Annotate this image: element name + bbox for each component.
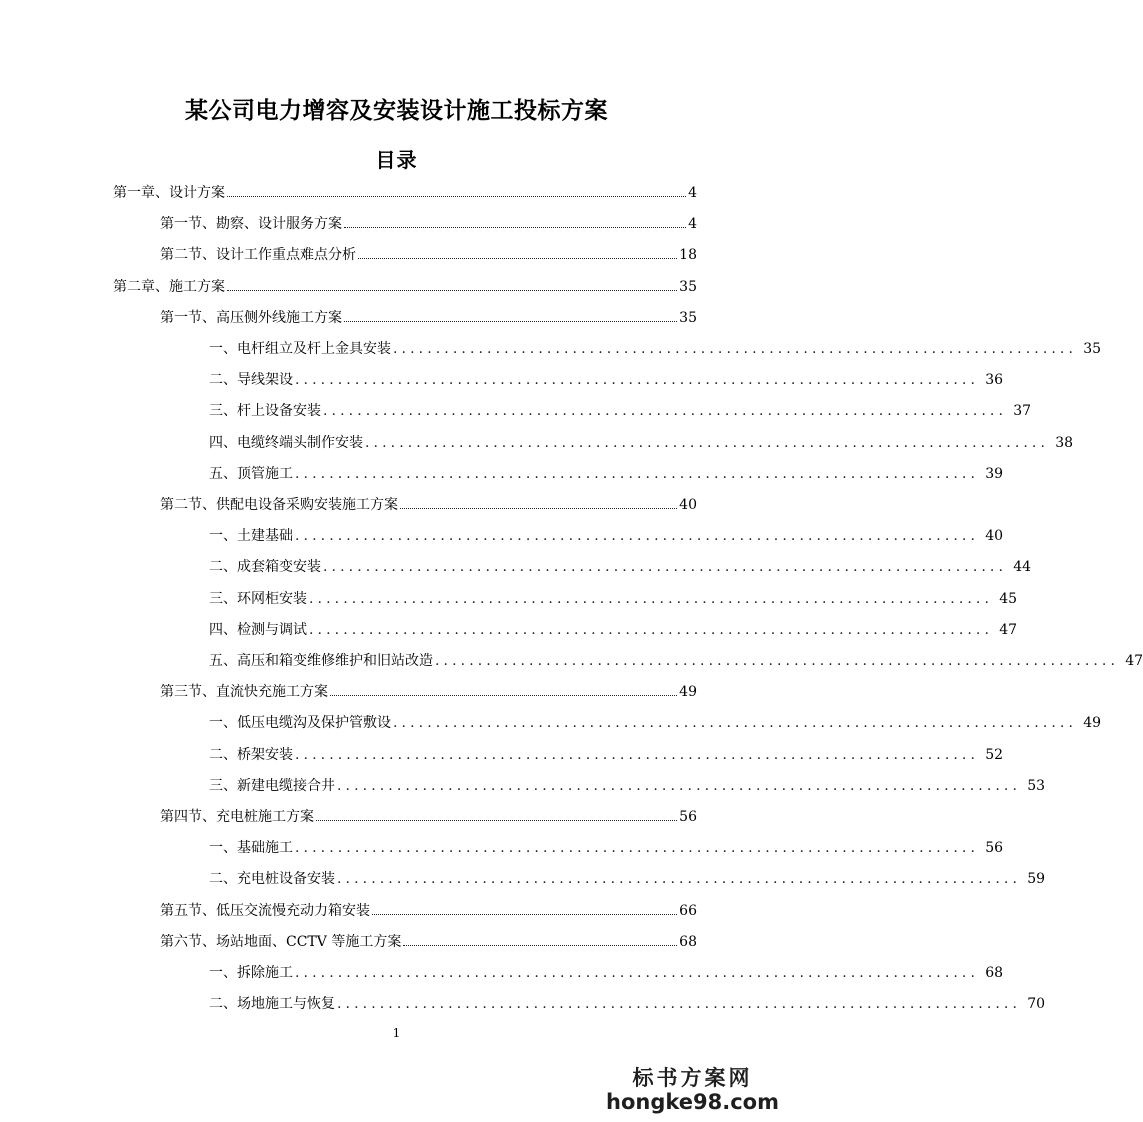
toc-leader-dots <box>400 495 677 509</box>
toc-entry[interactable] <box>160 932 697 952</box>
toc-entry-page: 59 <box>1027 871 1046 887</box>
toc-entry-label: 一、基础施工 <box>209 840 293 856</box>
toc-entry-page: 35 <box>1083 341 1102 357</box>
toc-entry-page: 4 <box>688 185 697 201</box>
toc-entry[interactable] <box>113 277 697 297</box>
toc-leader-dots: ................................................................................ <box>393 341 1078 357</box>
toc-leader-dots: ................................................................................ <box>295 747 980 763</box>
toc-leader-dots: ................................................................................ <box>337 871 1022 887</box>
toc-entry-label: 二、充电桩设备安装 <box>209 871 335 887</box>
toc-leader-dots <box>227 183 686 197</box>
toc-entry-page: 49 <box>679 684 697 700</box>
toc-leader-dots: ................................................................................ <box>295 466 980 482</box>
toc-entry[interactable] <box>160 495 697 515</box>
toc-entry-label: 第一节、勘察、设计服务方案 <box>160 216 342 232</box>
toc-entry-label: 第二节、设计工作重点难点分析 <box>160 247 356 263</box>
toc-entry-page: 70 <box>1027 996 1046 1012</box>
toc-leader-dots <box>372 901 677 915</box>
toc-leader-dots <box>358 245 677 259</box>
toc-entry-label: 三、环网柜安装 <box>209 591 307 607</box>
toc-entry-label: 二、场地施工与恢复 <box>209 996 335 1012</box>
toc-entry[interactable] <box>209 589 1018 609</box>
toc-entry[interactable] <box>209 339 1102 359</box>
toc-entry[interactable] <box>209 776 1046 796</box>
toc-entry[interactable] <box>160 807 697 827</box>
toc-entry-label: 一、拆除施工 <box>209 965 293 981</box>
toc-entry-page: 39 <box>985 466 1004 482</box>
toc-entry-page: 49 <box>1083 715 1102 731</box>
toc-leader-dots <box>344 308 677 322</box>
toc-entry[interactable] <box>209 651 1143 671</box>
toc-leader-dots: ................................................................................ <box>309 622 994 638</box>
toc-entry-label: 三、新建电缆接合井 <box>209 778 335 794</box>
toc-entry-label: 第三节、直流快充施工方案 <box>160 684 328 700</box>
toc-entry[interactable] <box>209 433 1074 453</box>
toc-entry-label: 第二节、供配电设备采购安装施工方案 <box>160 497 398 513</box>
toc-entry-label: 第四节、充电桩施工方案 <box>160 809 314 825</box>
toc-entry-label: 四、电缆终端头制作安装 <box>209 435 363 451</box>
toc-entry-page: 4 <box>688 216 697 232</box>
watermark-url: hongke98.com <box>606 1090 779 1114</box>
toc-entry[interactable] <box>209 994 1046 1014</box>
toc-entry[interactable] <box>160 245 697 265</box>
toc-entry-label: 四、检测与调试 <box>209 622 307 638</box>
toc-entry-label: 第一节、高压侧外线施工方案 <box>160 310 342 326</box>
toc-entry[interactable] <box>209 963 1004 983</box>
toc-entry-page: 47 <box>999 622 1018 638</box>
toc-heading: 目录 <box>375 148 418 172</box>
watermark-site-name: 标书方案网 <box>632 1065 753 1090</box>
toc-entry-page: 68 <box>985 965 1004 981</box>
toc-leader-dots: ................................................................................ <box>295 840 980 856</box>
toc-entry-page: 56 <box>985 840 1004 856</box>
toc-entry-page: 68 <box>679 934 697 950</box>
toc-entry[interactable] <box>209 620 1018 640</box>
toc-entry-label: 五、高压和箱变维修维护和旧站改造 <box>209 653 433 669</box>
toc-entry-page: 53 <box>1027 778 1046 794</box>
toc-entry[interactable] <box>209 557 1032 577</box>
toc-leader-dots <box>403 932 677 946</box>
toc-entry[interactable] <box>160 308 697 328</box>
toc-leader-dots: ................................................................................ <box>323 559 1008 575</box>
toc-entry-page: 40 <box>985 528 1004 544</box>
toc-entry-page: 35 <box>679 279 697 295</box>
toc-entry-page: 35 <box>679 310 697 326</box>
toc-entry-label: 三、杆上设备安装 <box>209 403 321 419</box>
toc-entry-page: 56 <box>679 809 697 825</box>
toc-entry[interactable] <box>209 869 1046 889</box>
toc-leader-dots <box>344 214 686 228</box>
toc-entry[interactable] <box>209 838 1004 858</box>
toc-entry[interactable] <box>160 682 697 702</box>
toc-entry-label: 一、土建基础 <box>209 528 293 544</box>
toc-entry-label: 第六节、场站地面、CCTV 等施工方案 <box>160 934 402 950</box>
toc-entry-page: 40 <box>679 497 697 513</box>
toc-entry[interactable] <box>209 464 1004 484</box>
toc-entry-page: 44 <box>1013 559 1032 575</box>
toc-entry[interactable] <box>209 713 1102 733</box>
toc-entry-page: 52 <box>985 747 1004 763</box>
toc-entry-label: 二、导线架设 <box>209 372 293 388</box>
toc-entry[interactable] <box>209 745 1004 765</box>
toc-entry-label: 二、桥架安装 <box>209 747 293 763</box>
toc-entry-page: 66 <box>679 903 697 919</box>
toc-entry[interactable] <box>160 901 697 921</box>
toc-entry-label: 第二章、施工方案 <box>113 279 225 295</box>
toc-entry[interactable] <box>113 183 697 203</box>
toc-entry-label: 第一章、设计方案 <box>113 185 225 201</box>
watermark <box>606 1066 779 1114</box>
toc-entry-page: 36 <box>985 372 1004 388</box>
toc-entry[interactable] <box>209 370 1004 390</box>
toc-leader-dots <box>316 807 677 821</box>
toc-leader-dots: ................................................................................ <box>435 653 1120 669</box>
toc-entry-label: 五、顶管施工 <box>209 466 293 482</box>
toc-entry-page: 18 <box>679 247 697 263</box>
toc-entry[interactable] <box>209 526 1004 546</box>
toc-leader-dots: ................................................................................ <box>393 715 1078 731</box>
toc-entry[interactable] <box>160 214 697 234</box>
toc-entry-label: 第五节、低压交流慢充动力箱安装 <box>160 903 370 919</box>
toc-entry-label: 二、成套箱变安装 <box>209 559 321 575</box>
toc-leader-dots: ................................................................................ <box>323 403 1008 419</box>
toc-entry-label: 一、电杆组立及杆上金具安装 <box>209 341 391 357</box>
toc-entry[interactable] <box>209 401 1032 421</box>
toc-entry-page: 45 <box>999 591 1018 607</box>
toc-entry-page: 47 <box>1125 653 1143 669</box>
toc-leader-dots: ................................................................................ <box>309 591 994 607</box>
document-title: 某公司电力增容及安装设计施工投标方案 <box>185 97 608 124</box>
toc-leader-dots: ................................................................................ <box>337 996 1022 1012</box>
toc-leader-dots: ................................................................................ <box>295 528 980 544</box>
toc-leader-dots: ................................................................................ <box>337 778 1022 794</box>
toc-leader-dots: ................................................................................ <box>295 965 980 981</box>
toc-leader-dots: ................................................................................ <box>365 435 1050 451</box>
page-number: 1 <box>392 1026 401 1040</box>
toc-entry-page: 37 <box>1013 403 1032 419</box>
toc-entry-label: 一、低压电缆沟及保护管敷设 <box>209 715 391 731</box>
toc-entry-page: 38 <box>1055 435 1074 451</box>
toc-leader-dots: ................................................................................ <box>295 372 980 388</box>
toc-leader-dots <box>227 277 677 291</box>
toc-leader-dots <box>330 682 677 696</box>
